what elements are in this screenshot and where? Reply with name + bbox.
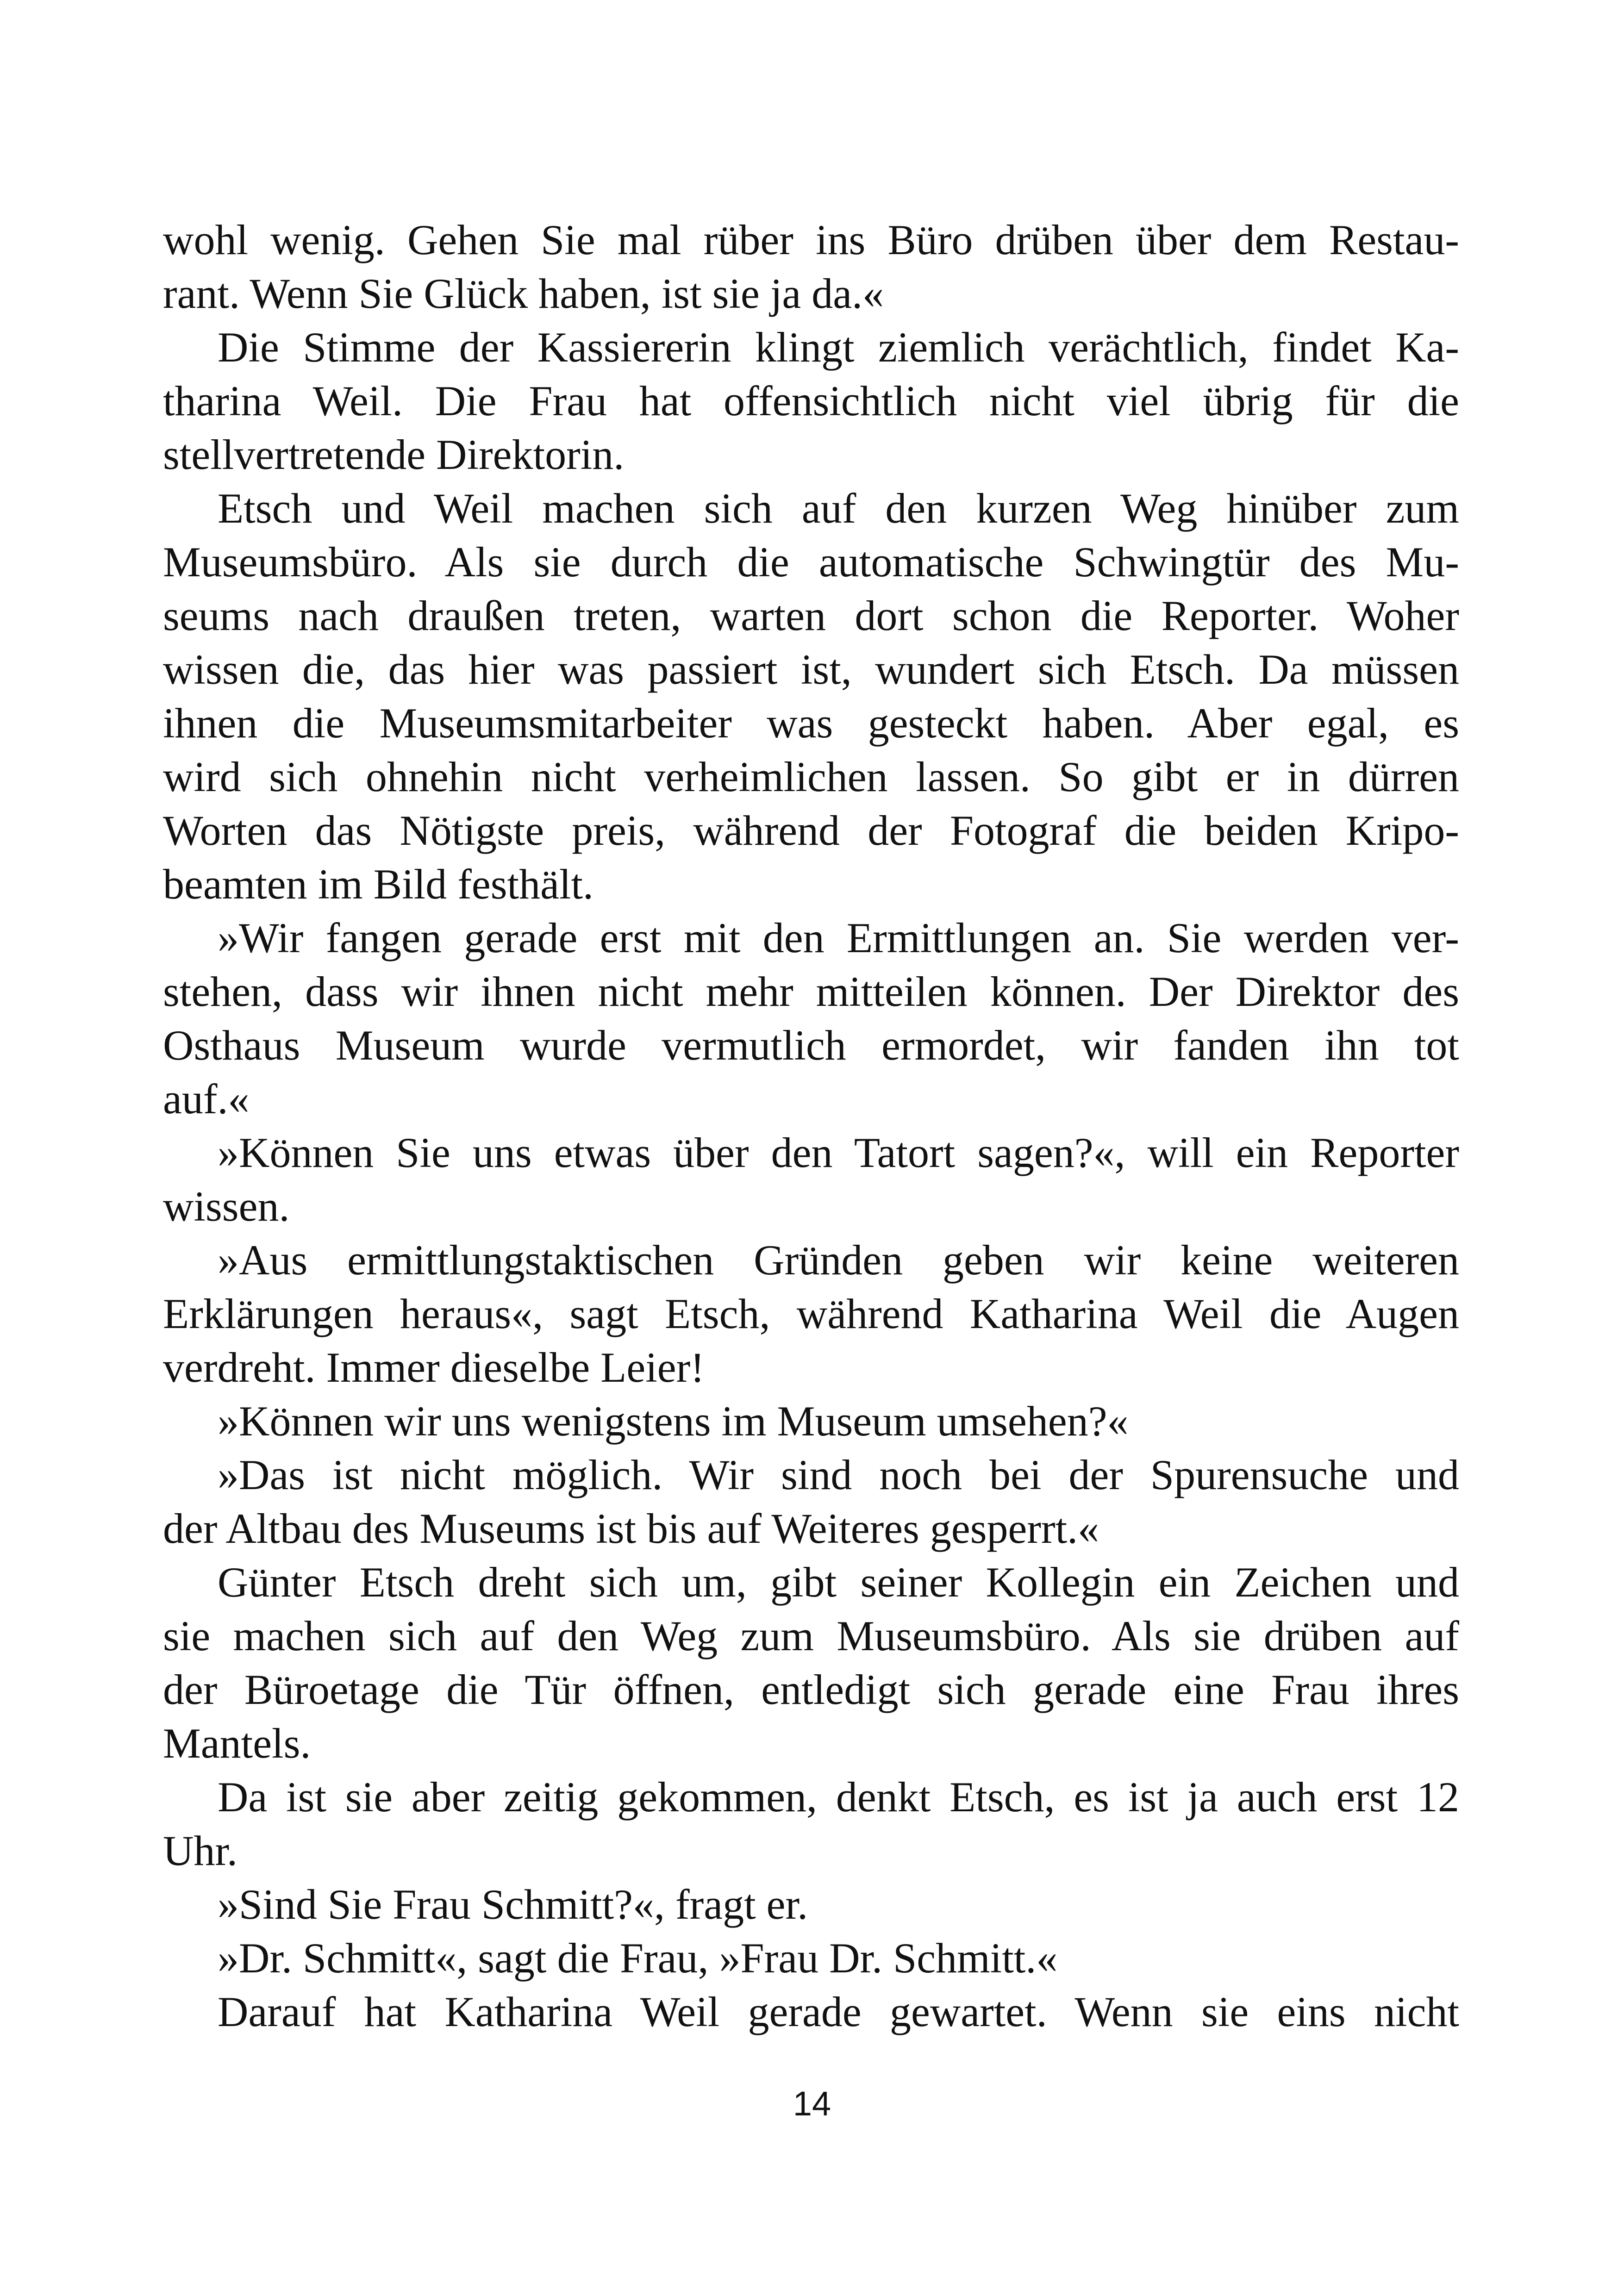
text-line: wird sich ohnehin nicht verheimlichen lassen. So gibt er in dürren (163, 753, 1459, 800)
body-text (163, 213, 1459, 2039)
text-line: Da ist sie aber zeitig gekommen, denkt Etsch, es ist ja auch erst 12 (218, 1773, 1459, 1821)
text-line: Etsch und Weil machen sich auf den kurzen Weg hinüber zum (218, 485, 1459, 532)
text-line: »Aus ermittlungstaktischen Gründen geben wir keine weiteren (218, 1236, 1459, 1284)
text-line: beamten im Bild festhält. (163, 861, 594, 908)
text-line: sie machen sich auf den Weg zum Museumsbüro. Als sie drüben auf (163, 1612, 1459, 1659)
text-line: Museumsbüro. Als sie durch die automatische Schwingtür des Mu- (163, 538, 1459, 586)
text-line: stehen, dass wir ihnen nicht mehr mitteilen können. Der Direktor des (163, 968, 1459, 1015)
text-line: »Wir fangen gerade erst mit den Ermittlungen an. Sie werden ver- (218, 914, 1459, 961)
text-line: »Können Sie uns etwas über den Tatort sagen?«, will ein Reporter (218, 1129, 1459, 1176)
text-line: Mantels. (163, 1720, 311, 1767)
text-line: wissen die, das hier was passiert ist, wundert sich Etsch. Da müssen (163, 646, 1459, 693)
text-line: der Altbau des Museums ist bis auf Weiteres gesperrt.« (163, 1505, 1099, 1552)
text-line: verdreht. Immer dieselbe Leier! (163, 1344, 705, 1391)
text-line: tharina Weil. Die Frau hat offensichtlich nicht viel übrig für die (163, 377, 1459, 424)
text-line: »Können wir uns wenigstens im Museum umsehen?« (218, 1397, 1129, 1445)
text-line: »Sind Sie Frau Schmitt?«, fragt er. (218, 1881, 808, 1928)
text-line: seums nach draußen treten, warten dort schon die Reporter. Woher (163, 592, 1459, 639)
text-line: rant. Wenn Sie Glück haben, ist sie ja da.« (163, 270, 884, 317)
text-line: »Das ist nicht möglich. Wir sind noch bei der Spurensuche und (218, 1451, 1459, 1498)
text-line: Günter Etsch dreht sich um, gibt seiner Kollegin ein Zeichen und (218, 1559, 1459, 1606)
text-line: Uhr. (163, 1827, 237, 1874)
text-line: Darauf hat Katharina Weil gerade gewartet. Wenn sie eins nicht (218, 1988, 1459, 2035)
text-line: ihnen die Museumsmitarbeiter was gesteckt haben. Aber egal, es (163, 699, 1459, 747)
text-line: auf.« (163, 1075, 250, 1123)
text-line: stellvertretende Direktorin. (163, 431, 625, 478)
text-line: Erklärungen heraus«, sagt Etsch, während Katharina Weil die Augen (163, 1290, 1459, 1337)
page-number: 14 (793, 2084, 831, 2123)
text-line: »Dr. Schmitt«, sagt die Frau, »Frau Dr. Schmitt.« (218, 1934, 1058, 1982)
text-line: der Büroetage die Tür öffnen, entledigt sich gerade eine Frau ihres (163, 1666, 1459, 1713)
text-line: Osthaus Museum wurde vermutlich ermordet, wir fanden ihn tot (163, 1022, 1459, 1069)
text-line: Worten das Nötigste preis, während der Fotograf die beiden Kripo- (163, 807, 1459, 854)
text-line: wissen. (163, 1183, 290, 1230)
text-line: Die Stimme der Kassiererin klingt ziemlich verächtlich, findet Ka- (218, 324, 1459, 371)
text-line: wohl wenig. Gehen Sie mal rüber ins Büro drüben über dem Restau- (163, 216, 1459, 263)
